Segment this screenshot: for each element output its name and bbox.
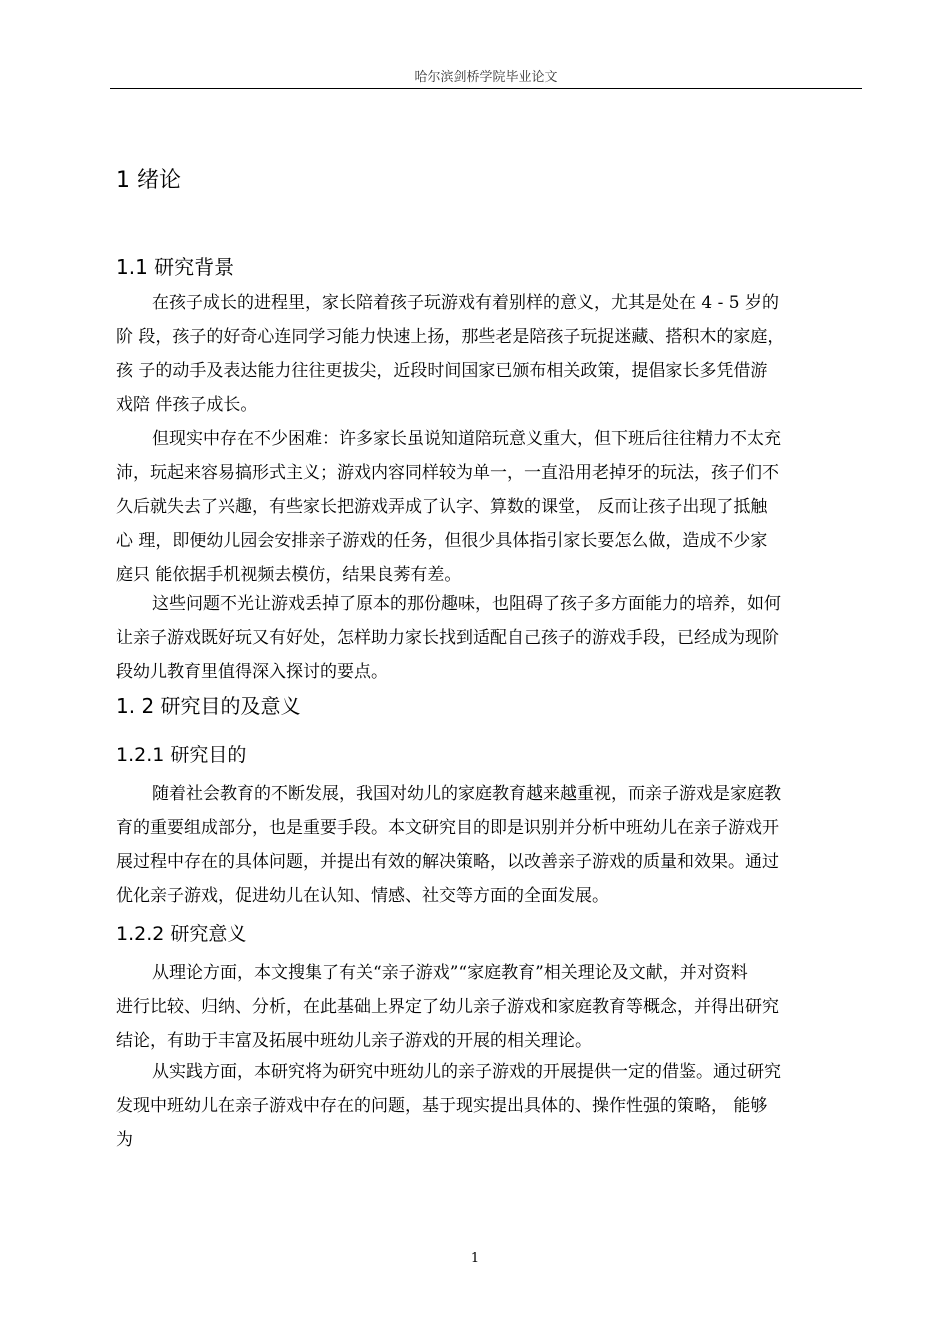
paragraph-line: 从实践方面，本研究将为研究中班幼儿的亲子游戏的开展提供一定的借鉴。通过研究 (152, 1062, 781, 1082)
paragraph-background-1 (116, 286, 860, 422)
paragraph-line: 在孩子成长的进程里，家长陪着孩子玩游戏有着别样的意义，尤其是处在 4 - 5 岁的 (152, 293, 779, 313)
paragraph-line: 戏陪 伴孩子成长。 (116, 395, 258, 415)
paragraph-line: 这些问题不光让游戏丢掉了原本的那份趣味，也阻碍了孩子多方面能力的培养，如何 (152, 594, 781, 614)
running-header: 哈尔滨剑桥学院毕业论文 (414, 70, 558, 85)
paragraph-significance-1 (116, 956, 860, 1058)
paragraph-line: 结论，有助于丰富及拓展中班幼儿亲子游戏的开展的相关理论。 (116, 1031, 592, 1051)
paragraph-line: 随着社会教育的不断发展，我国对幼儿的家庭教育越来越重视，而亲子游戏是家庭教 (152, 784, 781, 804)
page-number: 1 (470, 1251, 480, 1266)
paragraph-line: 孩 子的动手及表达能力往往更拔尖，近段时间国家已颁布相关政策，提倡家长多凭借游 (116, 361, 768, 381)
paragraph-line: 久后就失去了兴趣，有些家长把游戏弄成了认字、算数的课堂， 反而让孩子出现了抵触 (116, 497, 768, 517)
paragraph-line: 庭只 能依据手机视频去模仿，结果良莠有差。 (116, 565, 462, 585)
section-title-1-2: 1. 2 研究目的及意义 (116, 694, 301, 718)
paragraph-line: 展过程中存在的具体问题，并提出有效的解决策略，以改善亲子游戏的质量和效果。通过 (116, 852, 779, 872)
paragraph-line: 沛，玩起来容易搞形式主义；游戏内容同样较为单一，一直沿用老掉牙的玩法，孩子们不 (116, 463, 779, 483)
paragraph-line: 从理论方面，本文搜集了有关“亲子游戏”“家庭教育”相关理论及文献，并对资料 (152, 963, 748, 983)
paragraph-line: 让亲子游戏既好玩又有好处，怎样助力家长找到适配自己孩子的游戏手段，已经成为现阶 (116, 628, 779, 648)
paragraph-line: 阶 段，孩子的好奇心连同学习能力快速上扬，那些老是陪孩子玩捉迷藏、搭积木的家庭， (116, 327, 785, 347)
paragraph-background-2 (116, 422, 860, 592)
paragraph-line: 发现中班幼儿在亲子游戏中存在的问题，基于现实提出具体的、操作性强的策略， 能够 (116, 1096, 768, 1116)
subsection-title-1-2-1: 1.2.1 研究目的 (116, 744, 247, 766)
subsection-title-1-2-2: 1.2.2 研究意义 (116, 923, 247, 945)
paragraph-line: 育的重要组成部分，也是重要手段。本文研究目的即是识别并分析中班幼儿在亲子游戏开 (116, 818, 779, 838)
header-rule (110, 88, 862, 89)
section-title-1-1: 1.1 研究背景 (116, 255, 235, 279)
paragraph-line: 进行比较、归纳、分析，在此基础上界定了幼儿亲子游戏和家庭教育等概念，并得出研究 (116, 997, 779, 1017)
paragraph-line: 为 (116, 1130, 133, 1150)
chapter-title: 1 绪论 (116, 168, 181, 193)
paragraph-background-3 (116, 587, 860, 689)
paragraph-purpose (116, 777, 860, 913)
paragraph-line: 优化亲子游戏，促进幼儿在认知、情感、社交等方面的全面发展。 (116, 886, 609, 906)
paragraph-significance-2 (116, 1055, 860, 1157)
paragraph-line: 心 理，即便幼儿园会安排亲子游戏的任务，但很少具体指引家长要怎么做，造成不少家 (116, 531, 768, 551)
paragraph-line: 段幼儿教育里值得深入探讨的要点。 (116, 662, 388, 682)
paragraph-line: 但现实中存在不少困难：许多家长虽说知道陪玩意义重大，但下班后往往精力不太充 (152, 429, 781, 449)
